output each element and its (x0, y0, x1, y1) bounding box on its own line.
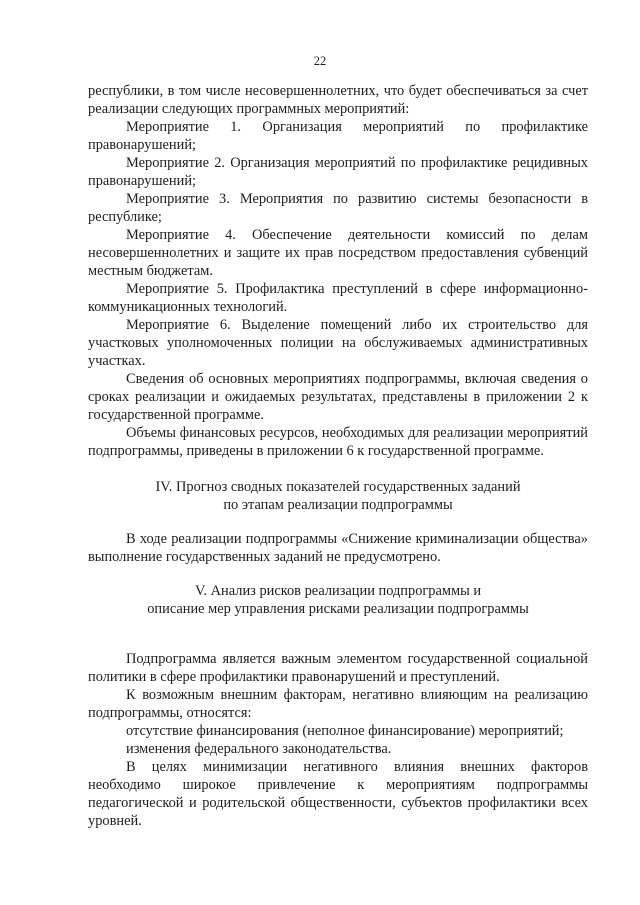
measure-4: Мероприятие 4. Обеспечение деятельности комиссий по делам несовершеннолетних и защите их прав посредством предоставления субвенций местным бюджетам. (88, 227, 588, 279)
measure-2: Мероприятие 2. Организация мероприятий по профилактике рецидивных правонарушений; (88, 155, 588, 189)
section-heading-line: описание мер управления рисками реализации подпрограммы (147, 601, 529, 617)
paragraph: В ходе реализации подпрограммы «Снижение криминализации общества» выполнение государственных заданий не предусмотрено. (88, 531, 588, 565)
paragraph: Сведения об основных мероприятиях подпрограммы, включая сведения о сроках реализации и ожидаемых результатах, представлены в приложении 2 к государственной программе. (88, 371, 588, 423)
measure-3: Мероприятие 3. Мероприятия по развитию системы безопасности в республике; (88, 191, 588, 225)
paragraph: отсутствие финансирования (неполное финансирование) мероприятий; (126, 723, 564, 739)
paragraph: изменения федерального законодательства. (126, 741, 392, 757)
measure-1: Мероприятие 1. Организация мероприятий по профилактике правонарушений; (88, 119, 588, 153)
section-heading-line: по этапам реализации подпрограммы (223, 497, 453, 513)
page-number: 22 (313, 54, 327, 68)
paragraph: республики, в том числе несовершеннолетних, что будет обеспечиваться за счет реализации следующих программных мероприятий: (88, 83, 588, 117)
paragraph: Подпрограмма является важным элементом государственной социальной политики в сфере профилактики правонарушений и преступлений. (88, 651, 588, 685)
measure-5: Мероприятие 5. Профилактика преступлений в сфере информационно-коммуникационных технологий. (88, 281, 588, 315)
document-body (88, 82, 588, 830)
section-heading (88, 582, 588, 618)
paragraph: Объемы финансовых ресурсов, необходимых для реализации мероприятий подпрограммы, приведены в приложении 6 к государственной программе. (88, 425, 588, 459)
paragraph: К возможным внешним факторам, негативно влияющим на реализацию подпрограммы, относятся: (88, 687, 588, 721)
section-heading-line: V. Анализ рисков реализации подпрограммы и (194, 583, 482, 599)
paragraph: В целях минимизации негативного влияния внешних факторов необходимо широкое привлечение к мероприятиям подпрограммы педагогической и родительской общественности, субъектов профилактики всех уровней. (88, 759, 588, 829)
section-heading-line: IV. Прогноз сводных показателей государственных заданий (155, 479, 521, 495)
measure-6: Мероприятие 6. Выделение помещений либо их строительство для участковых уполномоченных полиции на обслуживаемых административных участках. (88, 317, 588, 369)
section-heading (88, 478, 588, 514)
